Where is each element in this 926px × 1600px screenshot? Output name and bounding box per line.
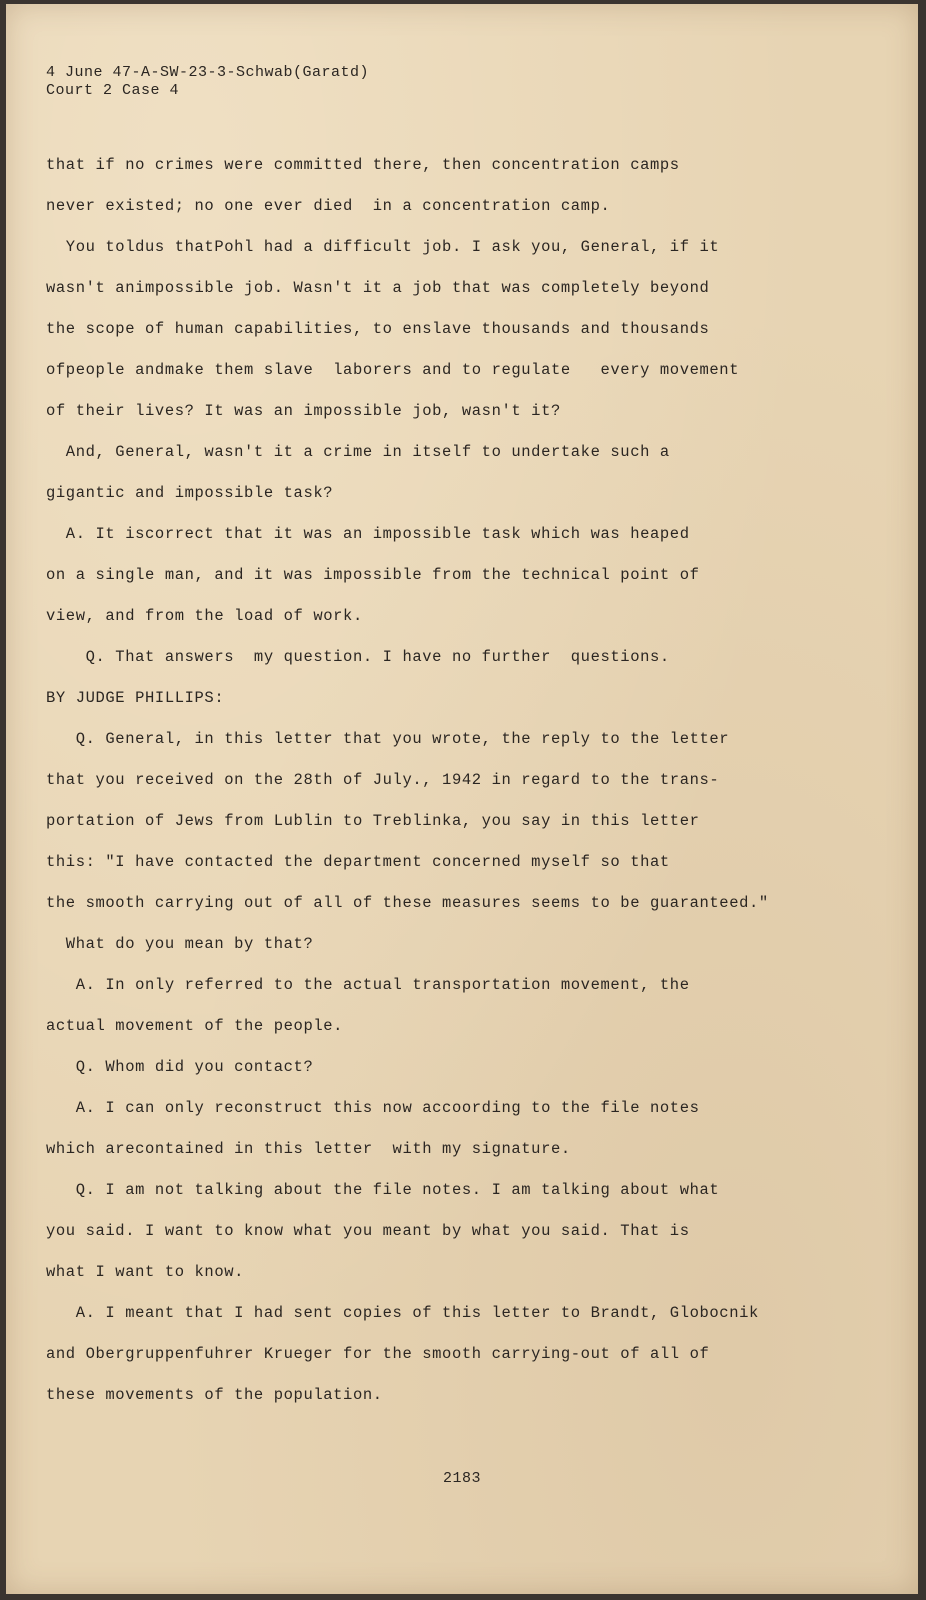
transcript-line: A. In only referred to the actual transportation movement, the: [46, 976, 690, 994]
transcript-line: And, General, wasn't it a crime in itself to undertake such a: [46, 443, 670, 461]
transcript-line: that if no crimes were committed there, then concentration camps: [46, 156, 680, 174]
transcript-line: view, and from the load of work.: [46, 607, 363, 625]
document-header: [46, 64, 369, 100]
transcript-line: Q. Whom did you contact?: [46, 1058, 314, 1076]
transcript-line: what I want to know.: [46, 1263, 245, 1281]
document-page: [6, 4, 918, 1594]
transcript-line: of their lives? It was an impossible job, wasn't it?: [46, 402, 561, 420]
transcript-line: portation of Jews from Lublin to Treblinka, you say in this letter: [46, 812, 700, 830]
transcript-line: A. I meant that I had sent copies of this letter to Brandt, Globocnik: [46, 1304, 759, 1322]
transcript-line: these movements of the population.: [46, 1386, 383, 1404]
transcript-line: actual movement of the people.: [46, 1017, 344, 1035]
transcript-line: which arecontained in this letter with my signature.: [46, 1140, 571, 1158]
transcript-line: You toldus thatPohl had a difficult job. I ask you, General, if it: [46, 238, 720, 256]
transcript-line: ofpeople andmake them slave laborers and to regulate every movement: [46, 361, 740, 379]
header-line-1: 4 June 47-A-SW-23-3-Schwab(Garatd): [46, 64, 370, 81]
transcript-line: A. It iscorrect that it was an impossible task which was heaped: [46, 525, 690, 543]
transcript-line: Q. That answers my question. I have no further questions.: [46, 648, 670, 666]
transcript-line: you said. I want to know what you meant by what you said. That is: [46, 1222, 690, 1240]
transcript-line: and Obergruppenfuhrer Krueger for the smooth carrying-out of all of: [46, 1345, 710, 1363]
header-line-2: Court 2 Case 4: [46, 82, 180, 99]
transcript-line: this: "I have contacted the department concerned myself so that: [46, 853, 670, 871]
transcript-line: on a single man, and it was impossible from the technical point of: [46, 566, 700, 584]
transcript-line: the smooth carrying out of all of these measures seems to be guaranteed.": [46, 894, 769, 912]
transcript-line: A. I can only reconstruct this now accoording to the file notes: [46, 1099, 700, 1117]
transcript-line: What do you mean by that?: [46, 935, 314, 953]
transcript-line: Q. General, in this letter that you wrote, the reply to the letter: [46, 730, 730, 748]
transcript-line: the scope of human capabilities, to enslave thousands and thousands: [46, 320, 710, 338]
transcript-line: that you received on the 28th of July., 1942 in regard to the trans-: [46, 771, 720, 789]
section-heading: BY JUDGE PHILLIPS:: [46, 689, 225, 707]
transcript-line: wasn't animpossible job. Wasn't it a job that was completely beyond: [46, 279, 710, 297]
transcript-line: never existed; no one ever died in a concentration camp.: [46, 197, 611, 215]
page-number: 2183: [442, 1470, 481, 1487]
transcript-line: Q. I am not talking about the file notes. I am talking about what: [46, 1181, 720, 1199]
transcript-line: gigantic and impossible task?: [46, 484, 334, 502]
